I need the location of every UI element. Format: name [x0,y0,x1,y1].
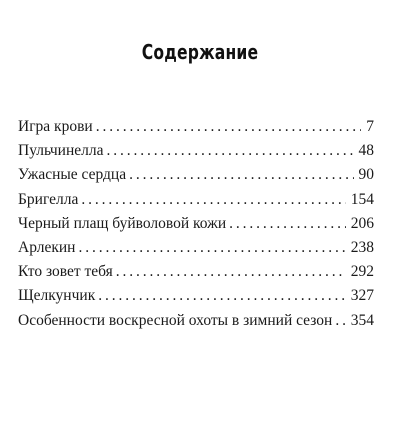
dot-leader [335,309,345,333]
entry-title: Пульчинелла [18,142,104,160]
entry-page-number: 90 [358,166,374,184]
table-of-contents [18,115,374,333]
dot-leader [78,236,345,260]
toc-entry [18,309,374,333]
page-title: Содержание [141,40,259,64]
entry-title: Особенности воскресной охоты в зимний сезон [18,311,333,329]
dot-leader [107,139,354,163]
entry-title: Игра крови [18,118,93,135]
dot-leader [229,212,346,236]
toc-entry [18,188,374,212]
entry-title: Черный плащ буйволовой кожи [18,214,227,232]
toc-entry [18,212,374,236]
entry-title: Ужасные сердца [18,166,127,184]
toc-entry [18,284,374,308]
entry-page-number: 327 [350,287,374,305]
entry-page-number: 154 [350,190,374,208]
toc-entry [18,236,374,260]
dot-leader [98,284,346,308]
entry-title: Кто зовет тебя [18,263,113,281]
entry-page-number: 238 [350,238,374,256]
dot-leader [96,115,362,139]
toc-entry [18,139,374,163]
entry-page-number: 206 [350,214,374,232]
entry-page-number: 354 [350,311,374,329]
dot-leader [81,188,345,212]
toc-entry [18,260,374,284]
entry-page-number: 48 [358,142,374,160]
entry-title: Бригелла [18,190,79,208]
toc-entry [18,163,374,187]
entry-page-number: 292 [350,263,374,281]
dot-leader [129,163,353,187]
dot-leader [116,260,346,284]
entry-title: Щелкунчик [18,287,96,305]
entry-title: Арлекин [18,238,76,256]
entry-page-number: 7 [366,118,374,135]
toc-entry [18,115,374,139]
